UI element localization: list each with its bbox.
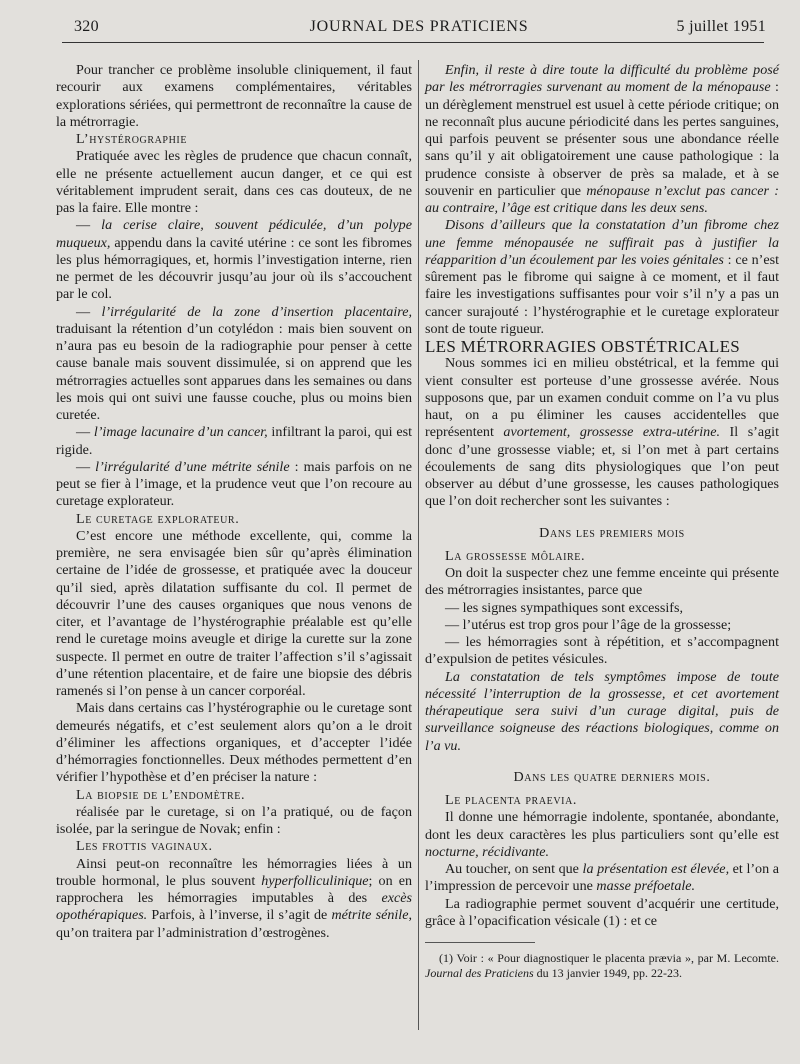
list-item <box>56 424 412 459</box>
emphasis: ménopause n’exclut pas cancer : au contraire, l’âge est critique dans les deux sens. <box>425 182 779 216</box>
footnote <box>425 951 779 981</box>
section-heading: La grossesse môlaire. <box>445 547 586 564</box>
issue-date: 5 juillet 1951 <box>676 18 766 35</box>
paragraph: On doit la suspecter chez une femme enceinte qui présente des métrorragies insistantes, parce que <box>425 565 779 599</box>
text: : mais parfois on ne peut se fier à l’image, et la prudence veut que l’on recoure au curetage explorateur. <box>56 458 412 510</box>
left-column <box>56 62 412 942</box>
paragraph: Pratiquée avec les règles de prudence que chacun connaît, elle ne présente actuellement aucun danger, et ce qui est véritablement imprudent serait, dans ces cas douteux, de ne pas la faire. Elle montre : <box>56 148 412 216</box>
list-item <box>56 304 412 425</box>
emphasis: nocturne, récidivante. <box>425 843 550 860</box>
section-heading: L’hystérographie <box>76 131 188 147</box>
text: Nous sommes ici en milieu obstétrical, et la femme qui vient consulter est porteuse d’une grossesse avérée. Nous supposons que, par un examen conduit comme on l’a vu plus haut, on a pu éliminer les causes accidentelles que représentent <box>425 355 779 441</box>
list-item: — les signes sympathiques sont excessifs, <box>445 599 684 616</box>
text: ; on en rapprochera les hémorragies imputables à des <box>56 872 412 906</box>
emphasis: masse préfoetale. <box>596 878 696 895</box>
paragraph: Mais dans certains cas l’hystérographie ou le curetage sont demeurés négatifs, et c’est seulement alors qu’on a le droit d’éliminer les affections organiques, et d’accepter l’idée d’hémorragies fonctionnelles. Deux méthodes permettent d’en vérifier l’hypothèse et d’en préciser la nature : <box>56 700 412 786</box>
emphasis: la cerise claire, souvent pédiculée, d’un polype muqueux, <box>56 217 412 251</box>
text: Parfois, à l’inverse, il s’agit de <box>147 907 332 924</box>
paragraph <box>425 355 779 510</box>
emphasis: métrite sénile <box>331 907 409 924</box>
subsection-heading: Dans les quatre derniers mois. <box>513 768 711 785</box>
emphasis: hyperfolliculinique <box>261 872 369 889</box>
paragraph: La radiographie permet souvent d’acquérir une certitude, grâce à l’opacification vésicale (1) : et ce <box>425 895 779 929</box>
list-item: — l’utérus est trop gros pour l’âge de la grossesse; <box>445 616 732 633</box>
text: du 13 janvier 1949, pp. 22-23. <box>533 966 682 980</box>
paragraph: réalisée par le curetage, si on l’a pratiqué, ou de façon isolée, par la seringue de Novak; enfin : <box>56 803 412 837</box>
emphasis: excès opothérapiques. <box>56 890 412 924</box>
text: Au toucher, on sent que <box>445 861 583 877</box>
section-heading: Les frottis vaginaux. <box>76 838 213 855</box>
section-heading: Le curetage explorateur. <box>76 510 240 527</box>
text: : un dérèglement menstruel est usuel à cette période critique; on ne reconnaît plus aucune périodicité dans les pertes sanguines, qui parfois peuvent se présenter sous une abondance réelle sans qu’il y ait obligatoirement une cause pathologique : la prudence consiste à observer de près sa malade, et à se souvenir en particulier que <box>425 79 779 199</box>
emphasis: Journal des Praticiens <box>425 966 534 980</box>
dash: — <box>76 424 94 441</box>
text: traduisant la rétention d’un cotylédon : mais bien souvent on n’aura pas eu besoin de la radiographie pour penser à cette cause banale mais souvent dissimulée, si on apprend que les métrorragies actuelles sont apparues dans les semaines ou dans les mois qui ont suivi une fausse couche, plus ou moins bien curetée. <box>56 320 412 423</box>
emphasis: La constatation de tels symptômes impose de toute nécessité l’interruption de la grossesse, et cet avortement thérapeutique sera suivi d’un curage digital, puis de surveillance soigneuse des réactions biologiques, comme on l’a vu. <box>425 668 779 754</box>
text: (1) Voir : « Pour diagnostiquer le placenta prævia », par M. Lecomte. <box>439 951 779 965</box>
journal-title: JOURNAL DES PRATICIENS <box>309 18 529 35</box>
subsection-heading: Dans les premiers mois <box>539 524 685 541</box>
text: Ainsi peut-on reconnaître les hémorragies liées à un trouble hormonal, le plus souvent <box>56 855 412 889</box>
emphasis: l’image lacunaire d’un cancer, <box>93 424 268 441</box>
section-heading: La biopsie de l’endomètre. <box>76 786 246 803</box>
dash: — <box>76 303 102 320</box>
text: : ce n’est sûrement pas le fibrome qui saigne à ce moment, et il faut faire les investigations suffisantes pour voir s’il n’y a pas un cancer surajouté : l’hystérographie et le curetage explorateur sont de toute rigueur. <box>425 251 779 337</box>
paragraph <box>425 217 779 338</box>
emphasis: l’irrégularité de la zone d’insertion placentaire, <box>101 303 412 320</box>
emphasis: Disons d’ailleurs que la constatation d’un fibrome chez une femme ménopausée ne suffirait pas à justifier la réapparition d’un écoulement par les voies génitales <box>425 217 779 268</box>
text: Il s’agit donc d’une grossesse viable; et, si l’on met à part certains écoulements de sang dits physiologiques que l’on peut observer au début d’une grossesse, les causes pathologiques que l’on doit rechercher sont les suivantes : <box>425 424 780 510</box>
header-rule <box>62 42 764 43</box>
paragraph <box>425 809 779 861</box>
list-item: — les hémorragies sont à répétition, et s’accompagnent d’expulsion de petites vésicules. <box>425 634 779 668</box>
text: et l’on a l’impression de percevoir une <box>425 861 779 895</box>
column-divider <box>418 60 419 1030</box>
emphasis: la présentation est élevée, <box>582 861 730 877</box>
emphasis: avortement, grossesse extra-utérine. <box>503 424 721 441</box>
paragraph <box>425 62 779 217</box>
text: infiltrant la paroi, qui est rigide. <box>56 424 412 458</box>
footnote-rule <box>425 942 535 943</box>
dash: — <box>76 217 102 234</box>
paragraph: C’est encore une méthode excellente, qui, comme la première, ne sera envisagée bien sûr qu’après élimination certaine de l’idée de grossesse, et pratiquée avec la douceur qu’il sied, après dilatation suffisante du col. Il permet de découvrir l’une des causes organiques que nous venons de citer, et l’avantage de l’hystérographie préalable est qu’elle rend le curetage moins aveugle et dirige la curette sur la zone suspecte. Il permet en outre de traiter l’affection s’il s’agissait d’une rétention placentaire, et de faire une biopsie des débris ramenés si l’on pense à un cancer corporéal. <box>56 527 412 699</box>
text: , qu’on traitera par l’administration d’œstrogènes. <box>56 907 412 941</box>
paragraph <box>425 861 779 896</box>
list-item <box>56 217 412 303</box>
dash: — <box>76 458 96 475</box>
page-number: 320 <box>74 18 99 35</box>
list-item <box>56 459 412 511</box>
paragraph: Pour trancher ce problème insoluble cliniquement, il faut recourir aux examens complémentaires, véritables explorations sériées, qui permettront de reconnaître la cause de la métrorragie. <box>56 62 412 130</box>
section-title: LES MÉTRORRAGIES OBSTÉTRICALES <box>425 337 741 356</box>
right-column <box>425 62 779 981</box>
text: Il donne une hémorragie indolente, spontanée, abondante, dont les deux caractères les plus particuliers sont qu’elle est <box>425 809 779 843</box>
paragraph <box>56 856 412 942</box>
paragraph <box>425 669 779 755</box>
page-header <box>70 10 768 44</box>
section-heading: Le placenta praevia. <box>445 792 578 808</box>
emphasis: Enfin, il reste à dire toute la difficulté du problème posé par les métrorragies survenant au moment de la ménopause <box>425 62 779 96</box>
text: appendu dans la cavité utérine : ce sont les fibromes les plus hémorragiques, et, hormis l’investigation interne, rien ne permet de les découvrir jusqu’au jour où ils s’accouchent par le col. <box>56 234 412 303</box>
emphasis: l’irrégularité d’une métrite sénile <box>95 458 290 475</box>
